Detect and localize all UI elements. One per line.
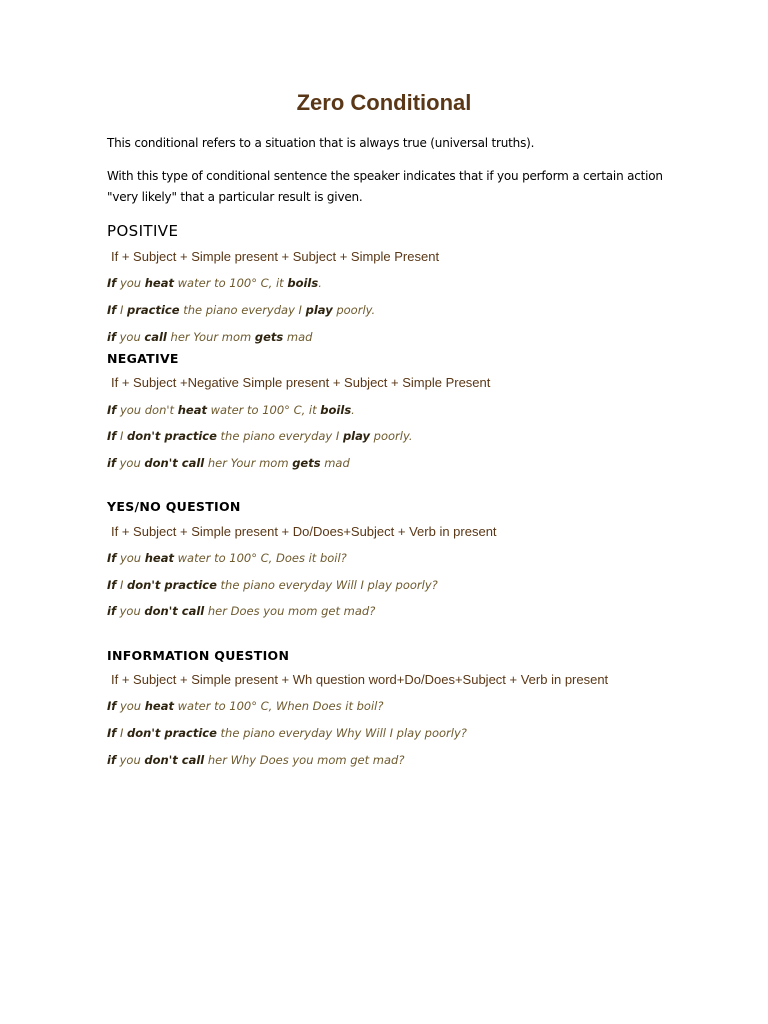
yesno-example-3: if you don't call her Does you mom get mad?	[107, 604, 376, 618]
page-title: Zero Conditional	[296, 90, 472, 115]
positive-example-1: If you heat water to 100° C, it boils.	[107, 276, 322, 290]
intro-paragraph-2: With this type of conditional sentence the speaker indicates that if you perform a certain action "very likely" that a particular result is given.	[107, 169, 663, 204]
positive-example-3: if you call her Your mom gets mad	[107, 330, 313, 344]
positive-example-2: If I practice the piano everyday I play poorly.	[107, 303, 376, 317]
info-example-3: if you don't call her Why Does you mom get mad?	[107, 753, 405, 767]
info-formula: If + Subject + Simple present + Wh question word+Do/Does+Subject + Verb in present	[111, 672, 609, 687]
negative-example-1: If you don't heat water to 100° C, it boils.	[107, 403, 355, 417]
yesno-example-1: If you heat water to 100° C, Does it boil?	[107, 551, 347, 565]
negative-formula: If + Subject +Negative Simple present + Subject + Simple Present	[111, 375, 491, 390]
yesno-heading: YES/NO QUESTION	[107, 499, 241, 514]
negative-example-2: If I don't practice the piano everyday I play poorly.	[107, 429, 413, 443]
positive-formula: If + Subject + Simple present + Subject + Simple Present	[111, 249, 440, 264]
info-example-2: If I don't practice the piano everyday Why Will I play poorly?	[107, 726, 467, 740]
yesno-example-2: If I don't practice the piano everyday Will I play poorly?	[107, 578, 438, 592]
negative-heading: NEGATIVE	[107, 351, 179, 366]
negative-example-3: if you don't call her Your mom gets mad	[107, 456, 350, 470]
yesno-formula: If + Subject + Simple present + Do/Does+Subject + Verb in present	[111, 524, 497, 539]
positive-heading: POSITIVE	[107, 222, 179, 240]
info-example-1: If you heat water to 100° C, When Does it boil?	[107, 699, 384, 713]
intro-paragraph-1: This conditional refers to a situation that is always true (universal truths).	[107, 136, 535, 150]
info-heading: INFORMATION QUESTION	[107, 648, 290, 663]
